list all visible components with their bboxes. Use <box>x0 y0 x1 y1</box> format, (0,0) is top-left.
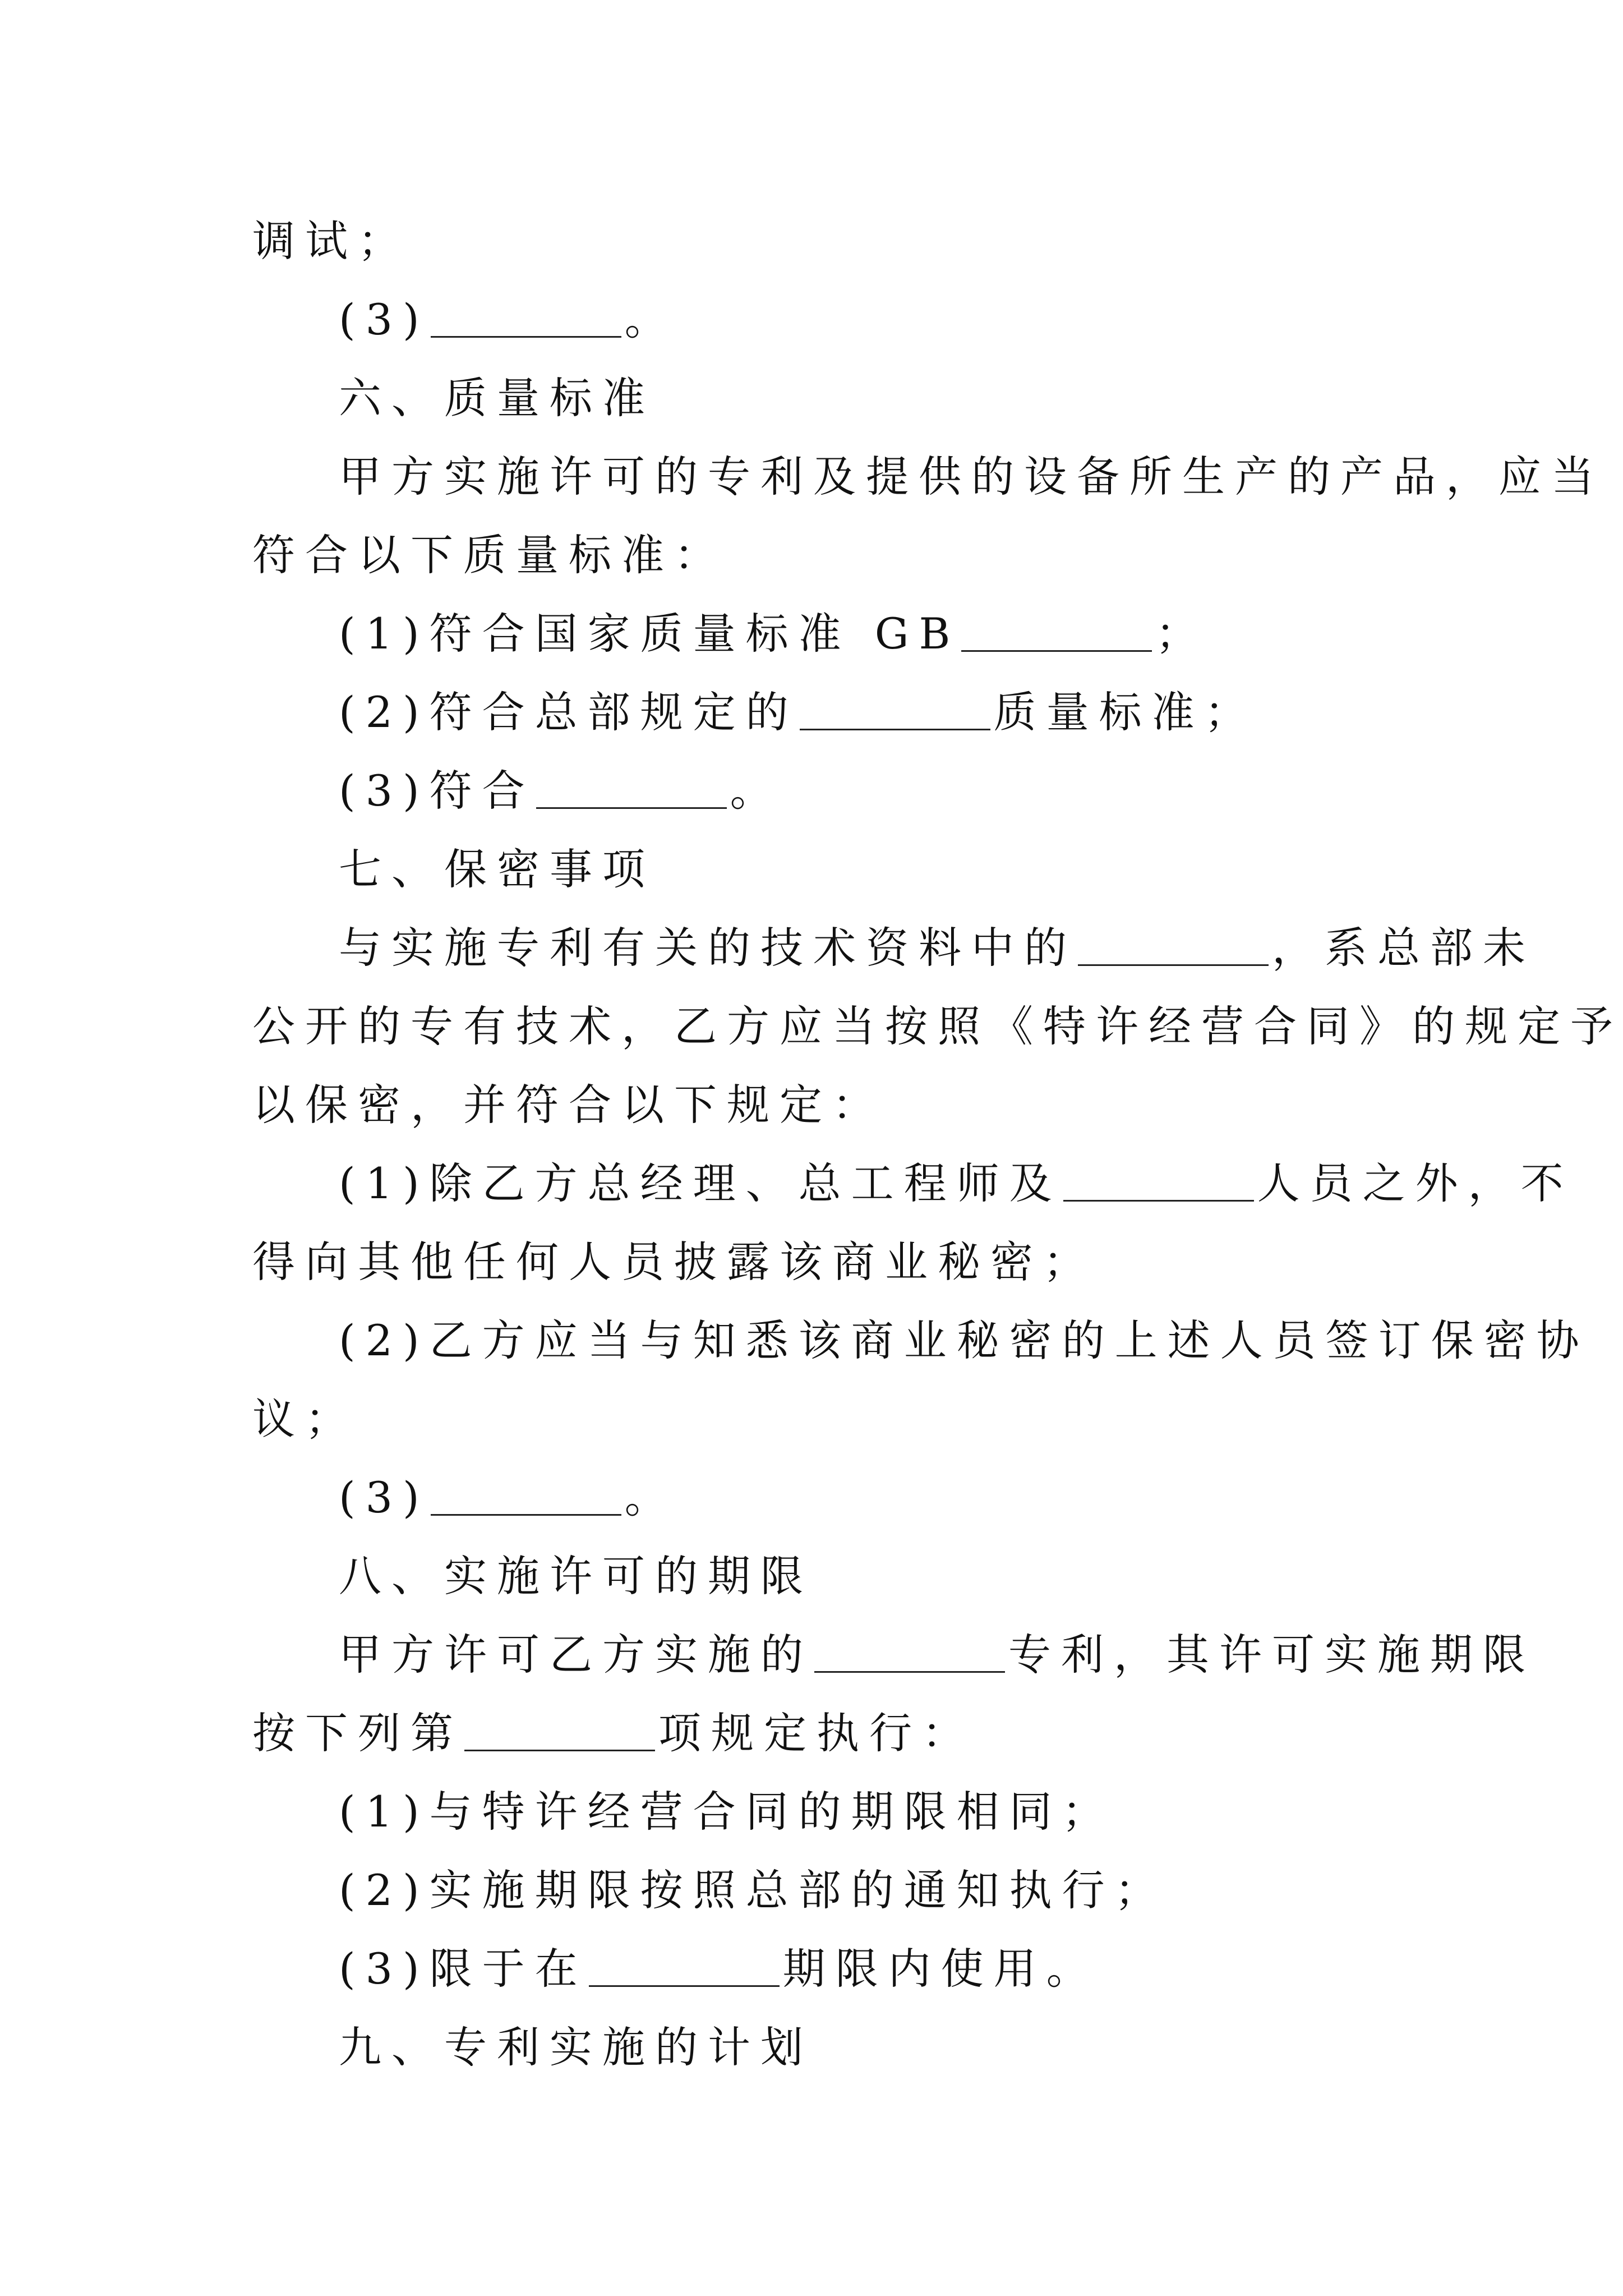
text-run: 七、保密事项 <box>339 844 655 894</box>
text-run: (3) <box>339 1473 430 1522</box>
text-line <box>339 1458 1472 1537</box>
text-line <box>339 1851 1472 1930</box>
text-line <box>339 1930 1472 2008</box>
text-run: (1)与特许经营合同的期限相同； <box>339 1787 1115 1837</box>
text-run: 议； <box>252 1394 358 1444</box>
text-line <box>339 280 1472 359</box>
text-line <box>252 1694 1385 1773</box>
text-run: 得向其他任何人员披露该商业秘密； <box>252 1237 1096 1287</box>
fill-in-blank <box>536 807 727 809</box>
fill-in-blank <box>1063 1199 1254 1202</box>
text-run: 项规定执行： <box>658 1708 975 1758</box>
fill-in-blank <box>431 335 621 338</box>
text-run: 符合以下质量标准： <box>252 530 727 580</box>
text-run: 八、实施许可的期限 <box>339 1551 813 1601</box>
fill-in-blank <box>431 1513 621 1516</box>
text-run: 期限内使用。 <box>782 1944 1099 1994</box>
text-run: ； <box>1155 609 1209 659</box>
text-line <box>339 1773 1472 1851</box>
text-run: 质量标准； <box>993 687 1257 737</box>
text-run: 人员之外，不 <box>1257 1158 1574 1208</box>
text-run: 按下列第 <box>252 1708 463 1758</box>
text-run: (2)符合总部规定的 <box>339 687 799 737</box>
text-line <box>339 1301 1589 1380</box>
text-line <box>252 1380 1385 1458</box>
text-run: 调试； <box>252 216 411 266</box>
text-line <box>339 438 1604 516</box>
text-line <box>252 1223 1385 1301</box>
text-line <box>339 595 1472 673</box>
text-run: (1)符合国家质量标准 GB <box>339 609 961 659</box>
text-line <box>252 1066 1385 1144</box>
text-run: (3)符合 <box>339 766 535 816</box>
text-line <box>252 202 1385 280</box>
text-run: (3) <box>339 295 430 344</box>
section-heading <box>339 2008 1472 2087</box>
section-heading <box>339 1537 1472 1616</box>
text-run: ，系总部未 <box>1272 923 1536 973</box>
text-run: (2)实施期限按照总部的通知执行； <box>339 1865 1168 1915</box>
text-run: 专利，其许可实施期限 <box>1008 1630 1536 1680</box>
section-heading <box>339 359 1472 438</box>
text-line <box>252 987 1623 1066</box>
section-heading <box>339 830 1472 909</box>
fill-in-blank <box>1078 964 1269 966</box>
fill-in-blank <box>800 728 990 730</box>
text-run: (2)乙方应当与知悉该商业秘密的上述人员签订保密协 <box>339 1315 1589 1365</box>
text-line <box>339 909 1536 987</box>
text-line <box>339 752 1472 830</box>
text-run: 。 <box>730 766 783 816</box>
text-run: 。 <box>624 295 677 344</box>
fill-in-blank <box>814 1671 1005 1673</box>
text-run: 以保密，并符合以下规定： <box>252 1080 885 1130</box>
text-run: 与实施专利有关的技术资料中的 <box>339 923 1077 973</box>
text-run: 甲方实施许可的专利及提供的设备所生产的产品，应当 <box>339 452 1604 501</box>
text-run: (3)限于在 <box>339 1944 588 1994</box>
fill-in-blank <box>961 650 1152 652</box>
text-run: 九、专利实施的计划 <box>339 2022 813 2072</box>
text-run: 。 <box>624 1473 677 1522</box>
text-run: 甲方许可乙方实施的 <box>339 1630 813 1680</box>
text-line <box>339 1616 1536 1694</box>
text-run: 六、质量标准 <box>339 373 655 423</box>
text-line <box>252 516 1385 595</box>
fill-in-blank <box>589 1985 780 1987</box>
text-line <box>339 1144 1574 1223</box>
text-line <box>339 673 1472 752</box>
text-run: 公开的专有技术，乙方应当按照《特许经营合同》的规定予 <box>252 1001 1623 1051</box>
text-run: (1)除乙方总经理、总工程师及 <box>339 1158 1062 1208</box>
fill-in-blank <box>464 1749 655 1751</box>
